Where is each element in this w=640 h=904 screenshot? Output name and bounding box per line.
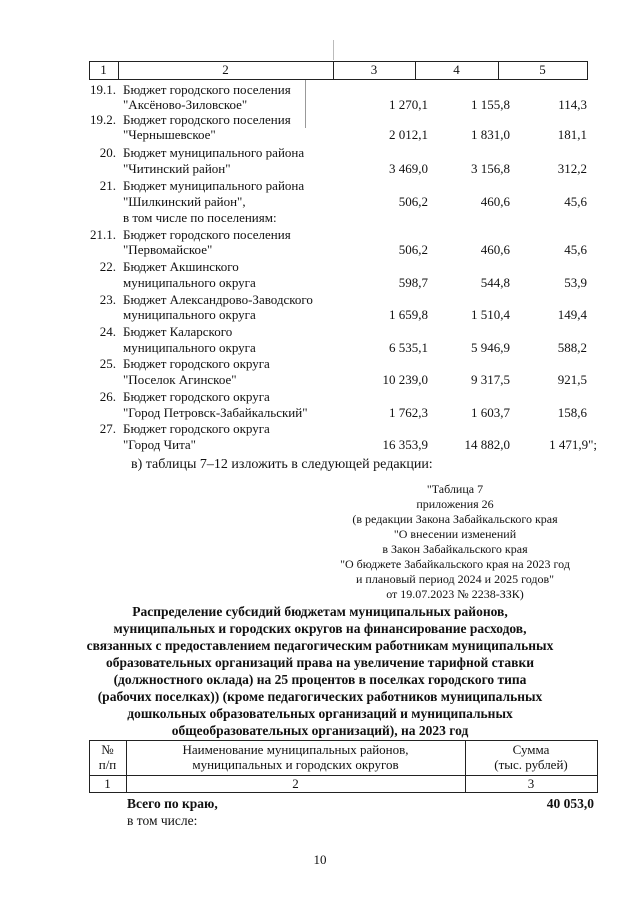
row-value-col3: 1 659,8: [389, 307, 428, 322]
row-value-col3: 2 012,1: [389, 127, 428, 142]
title-line: (рабочих поселках)) (кроме педагогических работников муниципальных: [97, 689, 543, 704]
row-number: 19.1.: [90, 82, 116, 97]
annex-line: приложения 26: [416, 497, 494, 511]
row-value-col4: 3 156,8: [471, 161, 510, 176]
row-value-col3: 506,2: [398, 242, 428, 257]
row-value-col4: 460,6: [480, 194, 510, 209]
title-line: общеобразовательных организаций), на 2023 год: [171, 723, 469, 738]
row-value-col5: 53,9: [564, 275, 587, 290]
total-value: 40 053,0: [546, 796, 594, 811]
title-line: связанных с предоставлением педагогическим работникам муниципальных: [86, 638, 554, 653]
header-col-5: 5: [539, 62, 546, 77]
row-number: 22.: [99, 259, 116, 274]
row-value-col4: 1 155,8: [471, 97, 510, 112]
row-value-col3: 16 353,9: [382, 437, 428, 452]
row-number: 24.: [99, 324, 116, 339]
row-value-col5: 1 471,9";: [549, 437, 597, 452]
total-label: Всего по краю,: [127, 796, 218, 811]
row-number: 27.: [99, 421, 116, 436]
annex-line: в Закон Забайкальского края: [382, 542, 528, 556]
row-label-line: "Первомайское": [123, 242, 213, 257]
row-label-line: Бюджет муниципального района: [123, 178, 305, 193]
row-label-line: "Поселок Агинское": [123, 372, 237, 387]
row-label-line: "Читинский район": [123, 161, 231, 176]
row-label-line: "Город Петровск-Забайкальский": [123, 405, 308, 420]
row-label-line: муниципального округа: [123, 275, 256, 290]
header-col-1: 1: [100, 62, 107, 77]
row-value-col4: 460,6: [480, 242, 510, 257]
row-value-col4: 14 882,0: [464, 437, 510, 452]
row-value-col5: 114,3: [558, 97, 587, 112]
row-value-col5: 921,5: [557, 372, 587, 387]
col-number-header: №: [101, 742, 114, 757]
row-value-col3: 598,7: [398, 275, 428, 290]
row-value-col3: 6 535,1: [389, 340, 428, 355]
row-number: 26.: [99, 389, 116, 404]
row-label-line: Бюджет Каларского: [123, 324, 233, 339]
header-col-4: 4: [453, 62, 460, 77]
header-col-2: 2: [222, 62, 229, 77]
row-label-line: муниципального округа: [123, 340, 256, 355]
title-line: муниципальных и городских округов на финансирование расходов,: [113, 621, 527, 636]
row-value-col4: 544,8: [480, 275, 510, 290]
annex-line: и плановый период 2024 и 2025 годов": [355, 572, 555, 586]
header-col-3: 3: [370, 62, 378, 77]
row-number: 23.: [99, 292, 116, 307]
col-sum-header-sub: (тыс. рублей): [494, 757, 568, 772]
row-label-line: Бюджет Акшинского: [123, 259, 239, 274]
row-number: 25.: [99, 356, 116, 371]
row-number: 19.2.: [90, 112, 116, 127]
row-label-line: Бюджет городского поселения: [123, 112, 291, 127]
row-label-line: "Аксёново-Зиловское": [123, 97, 248, 112]
row-label-line: Бюджет городского округа: [123, 389, 270, 404]
col-name-header-sub: муниципальных и городских округов: [192, 757, 399, 772]
annex-line: от 19.07.2023 № 2238-ЗЗК): [386, 587, 524, 601]
col-index-1: 1: [104, 776, 111, 791]
annex-line: "О бюджете Забайкальского края на 2023 год: [340, 557, 570, 571]
page-number: 10: [313, 852, 327, 867]
title-line: Распределение субсидий бюджетам муниципальных районов,: [132, 604, 508, 619]
col-index-3: 3: [527, 776, 535, 791]
row-value-col5: 45,6: [564, 194, 587, 209]
row-value-col3: 3 469,0: [389, 161, 428, 176]
including-label: в том числе:: [127, 813, 198, 828]
row-label-line: Бюджет городского округа: [123, 356, 270, 371]
row-label-line: Бюджет городского поселения: [123, 227, 291, 242]
row-label-line: в том числе по поселениям:: [123, 210, 277, 225]
row-value-col3: 10 239,0: [382, 372, 428, 387]
col-name-header: Наименование муниципальных районов,: [182, 742, 409, 757]
row-value-col4: 9 317,5: [471, 372, 510, 387]
row-value-col5: 149,4: [557, 307, 587, 322]
row-value-col5: 158,6: [557, 405, 587, 420]
annex-line: (в редакции Закона Забайкальского края: [352, 512, 558, 526]
row-value-col4: 1 831,0: [471, 127, 510, 142]
row-value-col4: 5 946,9: [471, 340, 510, 355]
row-label-line: муниципального округа: [123, 307, 256, 322]
row-value-col5: 181,1: [557, 127, 587, 142]
row-label-line: Бюджет Александрово-Заводского: [123, 292, 313, 307]
col-index-2: 2: [292, 776, 299, 791]
row-value-col3: 506,2: [398, 194, 428, 209]
instruction-text: в) таблицы 7–12 изложить в следующей редакции:: [131, 457, 433, 472]
annex-line: "О внесении изменений: [393, 527, 517, 541]
title-line: (должностного оклада) на 25 процентов в поселках городского типа: [113, 672, 527, 687]
row-value-col3: 1 762,3: [389, 405, 428, 420]
row-value-col4: 1 510,4: [471, 307, 510, 322]
col-sum-header: Сумма: [512, 742, 550, 757]
row-label-line: Бюджет городского округа: [123, 421, 270, 436]
col-number-header-sub: п/п: [98, 757, 117, 772]
row-number: 20.: [99, 145, 116, 160]
row-value-col5: 45,6: [564, 242, 587, 257]
row-number: 21.1.: [90, 227, 116, 242]
title-line: дошкольных образовательных организаций и муниципальных: [127, 706, 513, 721]
annex-line: "Таблица 7: [426, 482, 484, 496]
row-label-line: "Шилкинский район",: [123, 194, 246, 209]
row-value-col5: 312,2: [557, 161, 587, 176]
row-value-col5: 588,2: [557, 340, 587, 355]
row-label-line: Бюджет муниципального района: [123, 145, 305, 160]
row-label-line: "Чернышевское": [123, 127, 216, 142]
row-number: 21.: [99, 178, 116, 193]
row-value-col3: 1 270,1: [389, 97, 428, 112]
row-label-line: Бюджет городского поселения: [123, 82, 291, 97]
title-line: образовательных организаций права на увеличение тарифной ставки: [105, 655, 535, 670]
row-label-line: "Город Чита": [123, 437, 196, 452]
row-value-col4: 1 603,7: [471, 405, 510, 420]
